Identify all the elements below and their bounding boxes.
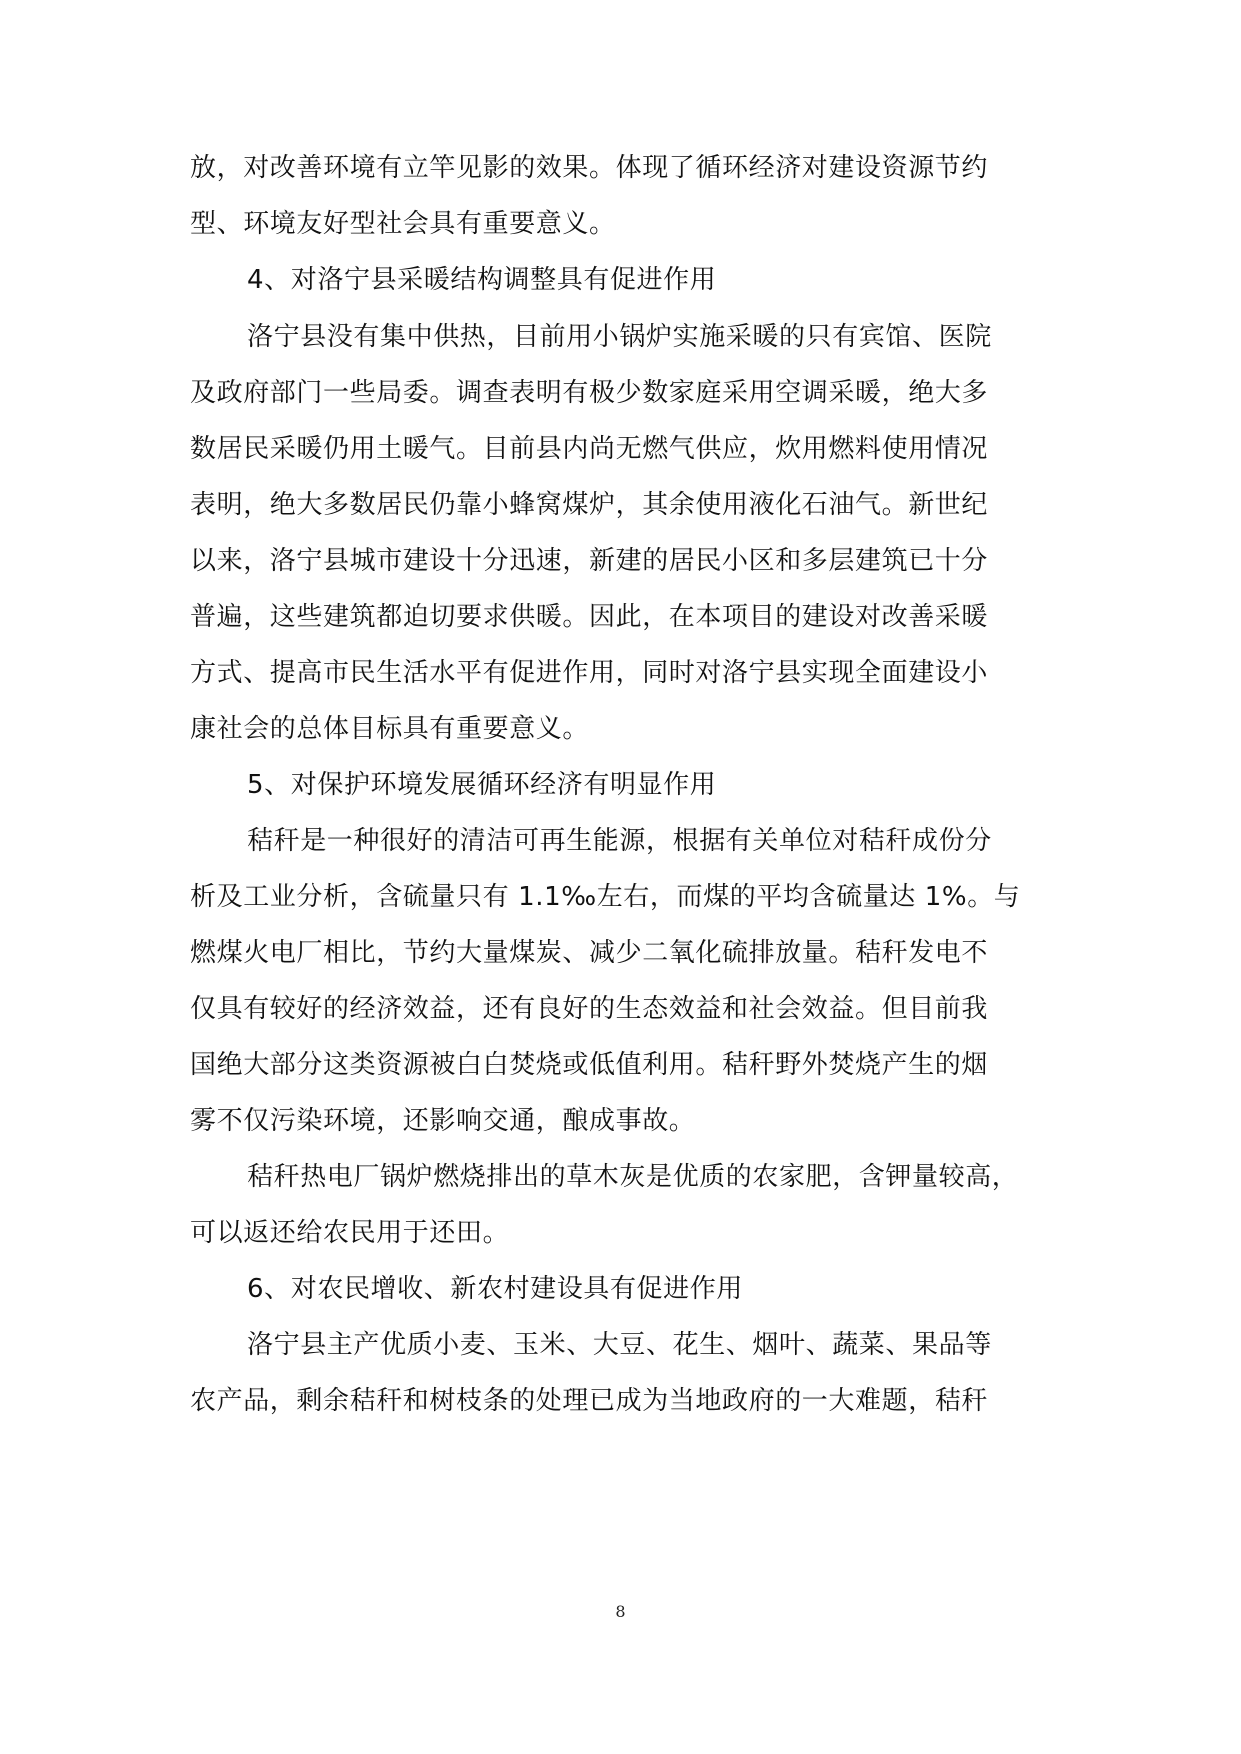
body-text-line: 农产品，剩余秸秆和树枝条的处理已成为当地政府的一大难题，秸秆 <box>190 1386 989 1416</box>
body-text-line: 可以返还给农民用于还田。 <box>190 1218 510 1248</box>
body-text-line: 国绝大部分这类资源被白白焚烧或低值利用。秸秆野外焚烧产生的烟 <box>190 1050 989 1080</box>
body-text-line: 普遍，这些建筑都迫切要求供暖。因此，在本项目的建设对改善采暖 <box>190 602 989 632</box>
section-heading-4: 4、对洛宁县采暖结构调整具有促进作用 <box>247 265 717 295</box>
body-text-line: 以来，洛宁县城市建设十分迅速，新建的居民小区和多层建筑已十分 <box>190 546 989 576</box>
section-heading-6: 6、对农民增收、新农村建设具有促进作用 <box>247 1274 743 1304</box>
body-text-line: 放，对改善环境有立竿见影的效果。体现了循环经济对建设资源节约 <box>190 153 989 183</box>
body-text-line: 型、环境友好型社会具有重要意义。 <box>190 209 616 239</box>
body-text-line: 数居民采暖仍用土暖气。目前县内尚无燃气供应，炊用燃料使用情况 <box>190 434 989 464</box>
body-text-line: 及政府部门一些局委。调查表明有极少数家庭采用空调采暖，绝大多 <box>190 378 989 408</box>
body-text-line: 洛宁县主产优质小麦、玉米、大豆、花生、烟叶、蔬菜、果品等 <box>247 1330 992 1360</box>
body-text-line: 析及工业分析，含硫量只有 1.1‰左右，而煤的平均含硫量达 1%。与 <box>190 882 1021 912</box>
body-text-line: 康社会的总体目标具有重要意义。 <box>190 714 590 744</box>
body-text-line: 燃煤火电厂相比，节约大量煤炭、减少二氧化硫排放量。秸秆发电不 <box>190 938 989 968</box>
body-text-line: 表明，绝大多数居民仍靠小蜂窝煤炉，其余使用液化石油气。新世纪 <box>190 490 989 520</box>
body-text-line: 秸秆热电厂锅炉燃烧排出的草木灰是优质的农家肥，含钾量较高， <box>247 1162 1019 1192</box>
body-text-line: 方式、提高市民生活水平有促进作用，同时对洛宁县实现全面建设小 <box>190 658 989 688</box>
section-heading-5: 5、对保护环境发展循环经济有明显作用 <box>247 770 717 800</box>
body-text-line: 雾不仅污染环境，还影响交通，酿成事故。 <box>190 1106 696 1136</box>
page-number: 8 <box>615 1602 626 1621</box>
body-text-line: 秸秆是一种很好的清洁可再生能源，根据有关单位对秸秆成份分 <box>247 826 992 856</box>
body-text-line: 洛宁县没有集中供热，目前用小锅炉实施采暖的只有宾馆、医院 <box>247 322 992 352</box>
body-text-line: 仅具有较好的经济效益，还有良好的生态效益和社会效益。但目前我 <box>190 994 989 1024</box>
